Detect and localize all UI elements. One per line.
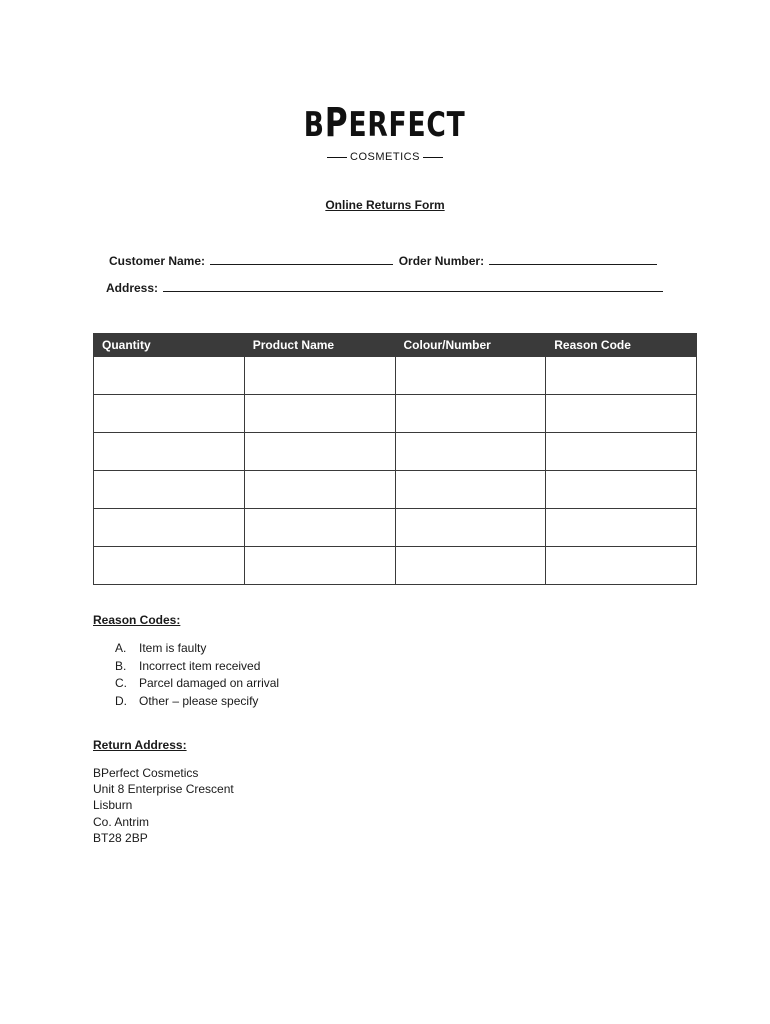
brand-logo (0, 100, 770, 163)
reason-codes-list (115, 640, 279, 711)
product-name-cell[interactable] (244, 395, 395, 433)
form-title: Online Returns Form (325, 198, 445, 212)
colour-number-cell[interactable] (395, 433, 546, 471)
list-item: B. Incorrect item received (115, 658, 261, 673)
header-reason-code: Reason Code (546, 334, 697, 357)
customer-name-label: Customer Name: (109, 254, 206, 268)
address-line-2: Unit 8 Enterprise Crescent (93, 782, 234, 797)
reason-code-cell[interactable] (546, 471, 697, 509)
colour-number-cell[interactable] (395, 509, 546, 547)
product-name-cell[interactable] (244, 433, 395, 471)
address-line (106, 280, 665, 295)
customer-name-field[interactable] (210, 253, 393, 265)
table-row (94, 357, 697, 395)
quantity-cell[interactable] (94, 395, 245, 433)
table-row (94, 509, 697, 547)
logo-subtitle: COSMETICS (0, 151, 770, 163)
logo-rule-left (327, 157, 347, 158)
colour-number-cell[interactable] (395, 471, 546, 509)
product-name-cell[interactable] (244, 471, 395, 509)
list-item: A. Item is faulty (115, 641, 207, 655)
table-row (94, 433, 697, 471)
logo-wordmark: BPERFECT (304, 100, 466, 146)
table-row (94, 471, 697, 509)
order-number-label: Order Number: (398, 254, 485, 268)
name-order-line (109, 253, 659, 268)
product-name-cell[interactable] (244, 509, 395, 547)
returns-table (93, 333, 697, 585)
reason-codes-heading: Reason Codes: (93, 613, 181, 627)
quantity-cell[interactable] (94, 509, 245, 547)
table-header-row (94, 334, 697, 357)
header-product-name: Product Name (244, 334, 395, 357)
colour-number-cell[interactable] (395, 547, 546, 585)
reason-code-cell[interactable] (546, 547, 697, 585)
table-row (94, 395, 697, 433)
reason-code-cell[interactable] (546, 509, 697, 547)
address-field[interactable] (163, 280, 663, 292)
product-name-cell[interactable] (244, 357, 395, 395)
colour-number-cell[interactable] (395, 357, 546, 395)
reason-code-cell[interactable] (546, 357, 697, 395)
address-line-1: BPerfect Cosmetics (93, 766, 199, 780)
header-quantity: Quantity (94, 334, 245, 357)
list-item: C. Parcel damaged on arrival (115, 676, 280, 691)
address-label: Address: (106, 281, 159, 295)
table-row (94, 547, 697, 585)
header-colour-number: Colour/Number (395, 334, 546, 357)
quantity-cell[interactable] (94, 357, 245, 395)
address-line-5: BT28 2BP (93, 830, 148, 845)
reason-code-cell[interactable] (546, 395, 697, 433)
address-line-3: Lisburn (93, 798, 133, 813)
quantity-cell[interactable] (94, 433, 245, 471)
list-item: D. Other – please specify (115, 694, 259, 709)
reason-code-cell[interactable] (546, 433, 697, 471)
return-address (93, 765, 234, 846)
quantity-cell[interactable] (94, 471, 245, 509)
logo-rule-right (423, 157, 443, 158)
colour-number-cell[interactable] (395, 395, 546, 433)
order-number-field[interactable] (489, 253, 657, 265)
address-line-4: Co. Antrim (93, 814, 150, 829)
product-name-cell[interactable] (244, 547, 395, 585)
return-address-heading: Return Address: (93, 738, 187, 752)
quantity-cell[interactable] (94, 547, 245, 585)
